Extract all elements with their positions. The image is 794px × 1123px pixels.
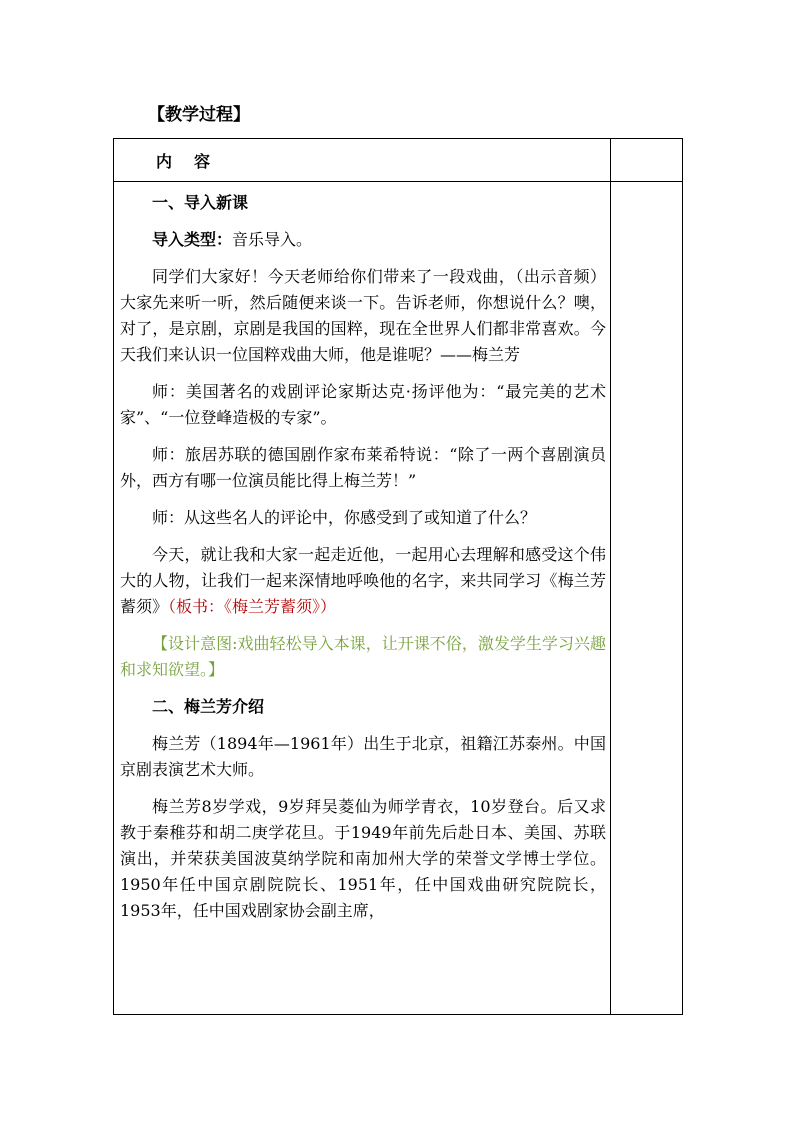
- design-intent: 【设计意图:戏曲轻松导入本课，让开课不俗，激发学生学习兴趣和求知欲望。】: [120, 634, 606, 679]
- paragraph-5: [120, 542, 606, 620]
- board-note: （板书：《梅兰芳蓄须》）: [168, 597, 337, 616]
- intro-heading: 一、导入新课: [152, 193, 249, 212]
- intro-type-label: 导入类型：: [152, 230, 233, 249]
- paragraph-1: 同学们大家好！今天老师给你们带来了一段戏曲，（出示音频）大家先来听一听，然后随便来谈一下。告诉老师，你想说什么？噢，对了，是京剧，京剧是我国的国粹，现在全世界人们都非常喜欢。今天我们来认识一位国粹戏曲大师，他是谁呢？——梅兰芳: [120, 267, 606, 364]
- header-label: 内 容: [156, 152, 211, 171]
- paragraph-6: 梅兰芳（1894年—1961年）出生于北京，祖籍江苏泰州。中国京剧表演艺术大师。: [120, 734, 606, 779]
- header-cell-content: [114, 139, 611, 182]
- section-title: 【教学过程】: [148, 105, 250, 125]
- paragraph-5-main: 今天，就让我和大家一起走近他，一起用心去理解和感受这个伟大的人物，让我们一起来深情地呼唤他的名字，来共同学习《梅兰芳蓄须》: [120, 545, 606, 616]
- paragraph-3: 师：旅居苏联的德国剧作家布莱希特说：“除了一两个喜剧演员外，西方有哪一位演员能比得上梅兰芳！”: [120, 445, 606, 490]
- notes-cell: [611, 182, 683, 1015]
- content-cell: [114, 182, 611, 1015]
- paragraph-2: 师：美国著名的戏剧评论家斯达克·扬评他为：“最完美的艺术家”、“一位登峰造极的专家”。: [120, 382, 606, 427]
- section-heading-2: 二、梅兰芳介绍: [152, 697, 265, 716]
- intro-type: [120, 227, 606, 253]
- lesson-table: [113, 138, 683, 1015]
- table-header-row: [114, 139, 683, 182]
- table-body-row: [114, 182, 683, 1015]
- paragraph-7: 梅兰芳8岁学戏，9岁拜吴菱仙为师学青衣，10岁登台。后又求教于秦稚芬和胡二庚学花旦。于1949年前先后赴日本、美国、苏联演出，并荣获美国波莫纳学院和南加州大学的荣誉文学博士学位。1950年任中国京剧院院长、1951年，任中国戏曲研究院院长，1953年，任中国戏剧家协会副主席，: [120, 797, 606, 920]
- intro-type-value: 音乐导入。: [232, 230, 313, 249]
- paragraph-4: 师：从这些名人的评论中，你感受到了或知道了什么？: [152, 508, 537, 527]
